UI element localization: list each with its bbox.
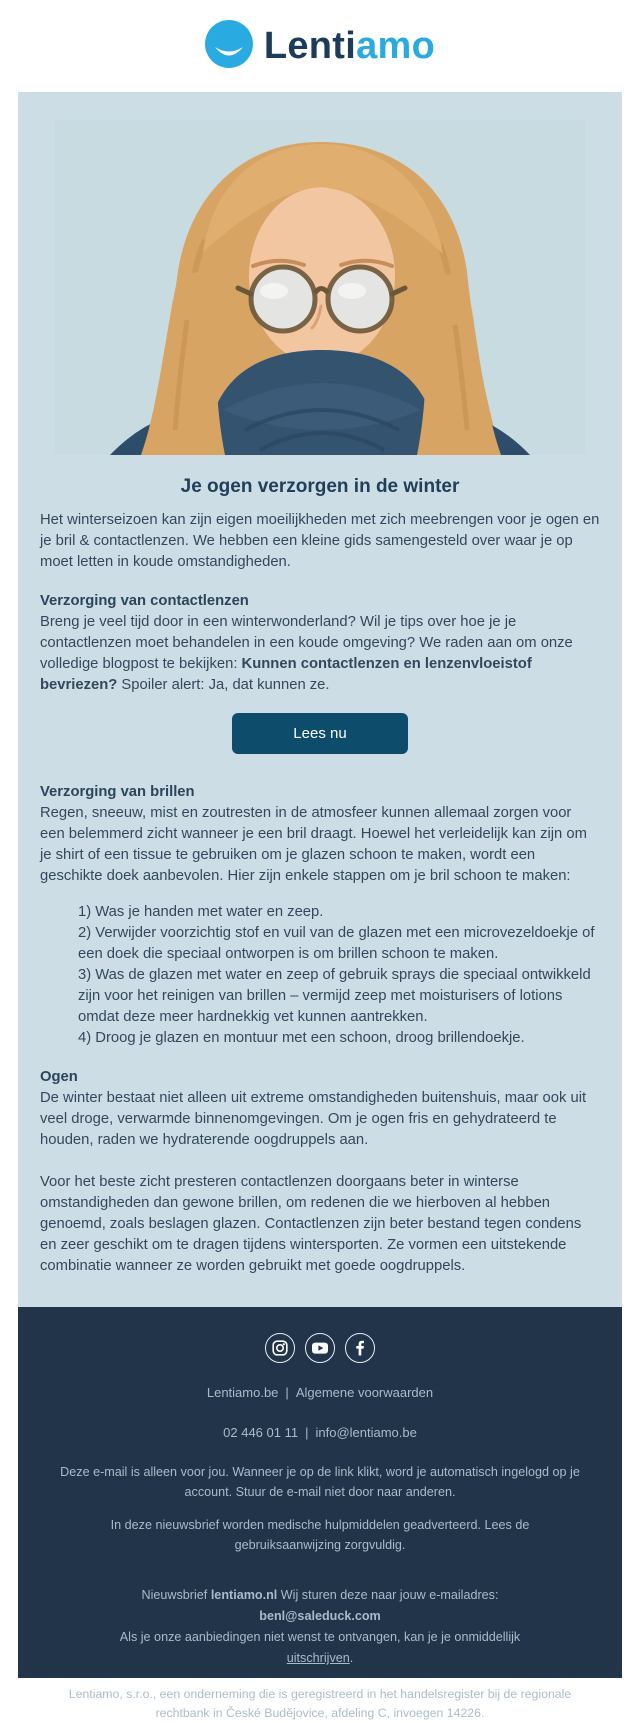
medical-notice: In deze nieuwsbrief worden medische hulpmiddelen geadverteerd. Lees de gebruiksaanwijzing zorgvuldig. — [110, 1518, 530, 1552]
article-title: Je ogen verzorgen in de winter — [180, 476, 460, 497]
eyes-paragraph-1: De winter bestaat niet alleen uit extreme omstandigheden buitenshuis, maar ook uit veel droge, verwarmde binnenomgevingen. Om je ogen fris en gehydrateerd te houden, raden we hydraterende oogdruppels aan. — [40, 1090, 587, 1148]
youtube-icon[interactable] — [305, 1333, 335, 1363]
smile-circle-icon — [205, 20, 253, 73]
glasses-heading: Verzorging van brillen — [40, 784, 195, 800]
newsletter-line-1 — [90, 1585, 550, 1627]
newsletter-line-2 — [90, 1627, 550, 1669]
company-registration: Lentiamo, s.r.o., een onderneming die is geregistreerd in het handelsregister bij de regionale rechtbank in České Budějovice, afdeling C, invoegen 14226. — [68, 1687, 572, 1720]
unsubscribe-link[interactable]: uitschrijven — [286, 1651, 350, 1665]
facebook-icon[interactable] — [345, 1333, 375, 1363]
lenses-text-end: Spoiler alert: Ja, dat kunnen ze. — [117, 677, 330, 693]
content-card — [18, 92, 622, 1307]
newsletter-site: lentiamo.nl — [210, 1588, 278, 1602]
logo-wordmark — [264, 27, 435, 65]
instagram-icon[interactable] — [265, 1333, 295, 1363]
email-footer — [18, 1307, 622, 1720]
article-body — [18, 476, 622, 1277]
logo-text-light: amo — [356, 25, 436, 67]
step-item: 4) Droog je glazen en montuur met een schoon, droog brillendoekje. — [78, 1030, 525, 1046]
lenses-text-start: Breng je veel tijd door in een winterwonderland? Wil je tips over hoe je je contactlenzen moet behandelen in een koude omgeving? We raden aan om onze volledige blogpost te bekijken: — [40, 614, 573, 672]
social-links — [18, 1333, 622, 1363]
step-item: 2) Verwijder voorzichtig stof en vuil van de glazen met een microvezeldoekje of een doek die speciaal ontworpen is om brillen schoon te maken. — [78, 925, 595, 962]
newsletter-text: Nieuwsbrief — [141, 1588, 211, 1602]
eyes-paragraph-2: Voor het beste zicht presteren contactlenzen doorgaans beter in winterse omstandigheden dan gewone brillen, om redenen die we hierboven al hebben genoemd, zoals beslagen glazen. Contactlenzen zijn beter bestand tegen condens en zeer geschikt om te dragen tijdens wintersporten. Ze vormen een uitstekende combinatie wanneer ze worden gebruikt met goede oogdruppels. — [40, 1174, 582, 1274]
lentiamo-logo[interactable] — [205, 20, 435, 73]
eyes-heading: Ogen — [40, 1069, 78, 1085]
lenses-paragraph — [40, 612, 600, 696]
cleaning-steps-list — [78, 902, 600, 1049]
privacy-notice: Deze e-mail is alleen voor jou. Wanneer je op de link klikt, word je automatisch ingelogd op je account. Stuur de e-mail niet door naar anderen. — [60, 1465, 580, 1499]
logo-text-dark: Lenti — [263, 25, 357, 67]
footer-contact-line — [18, 1425, 622, 1440]
glasses-paragraph: Regen, sneeuw, mist en zoutresten in de atmosfeer kunnen allemaal zorgen voor een belemmerd zicht wanneer je een bril draagt. Hoewel het verleidelijk kan zijn om je shirt of een tissue te gebruiken om je glazen schoon te maken, wordt een geschikte doek aanbevolen. Hier zijn enkele stappen om je bril schoon te maken: — [40, 805, 587, 884]
newsletter-text: . — [349, 1651, 354, 1665]
footer-links-line — [18, 1385, 622, 1400]
read-now-button[interactable]: Lees nu — [232, 713, 408, 754]
lenses-heading: Verzorging van contactlenzen — [40, 593, 249, 609]
site-link[interactable]: Lentiamo.be — [206, 1385, 279, 1400]
step-item: 1) Was je handen met water en zeep. — [78, 904, 324, 920]
recipient-email: benl@saleduck.com — [259, 1609, 381, 1623]
cta-row — [40, 713, 600, 754]
email-header — [0, 0, 640, 92]
intro-paragraph: Het winterseizoen kan zijn eigen moeilijkheden met zich meebrengen voor je ogen en je bril & contactlenzen. We hebben een kleine gids samengesteld over waar je op moet letten in koude omstandigheden. — [40, 512, 600, 570]
newsletter-text: Wij sturen deze naar jouw e-mailadres: — [277, 1588, 499, 1602]
separator: | — [305, 1425, 309, 1440]
winter-portrait-illustration — [55, 120, 585, 455]
separator: | — [285, 1385, 289, 1400]
hero-image — [55, 120, 585, 455]
phone-link[interactable]: 02 446 01 11 — [223, 1425, 299, 1440]
blogpost-title-text: Kunnen contactlenzen en lenzenvloeistof bevriezen? — [40, 656, 532, 693]
newsletter-text: Als je onze aanbiedingen niet wenst te ontvangen, kan je je onmiddellijk — [119, 1630, 521, 1644]
step-item: 3) Was de glazen met water en zeep of gebruik sprays die speciaal ontwikkeld zijn voor het reinigen van brillen – vermijd zeep met moisturisers of lotions omdat deze meer hardnekkig vet kunnen aantrekken. — [78, 967, 591, 1025]
terms-link[interactable]: Algemene voorwaarden — [295, 1385, 434, 1400]
newsletter-notice — [18, 1585, 622, 1669]
email-link[interactable]: info@lentiamo.be — [315, 1425, 417, 1440]
